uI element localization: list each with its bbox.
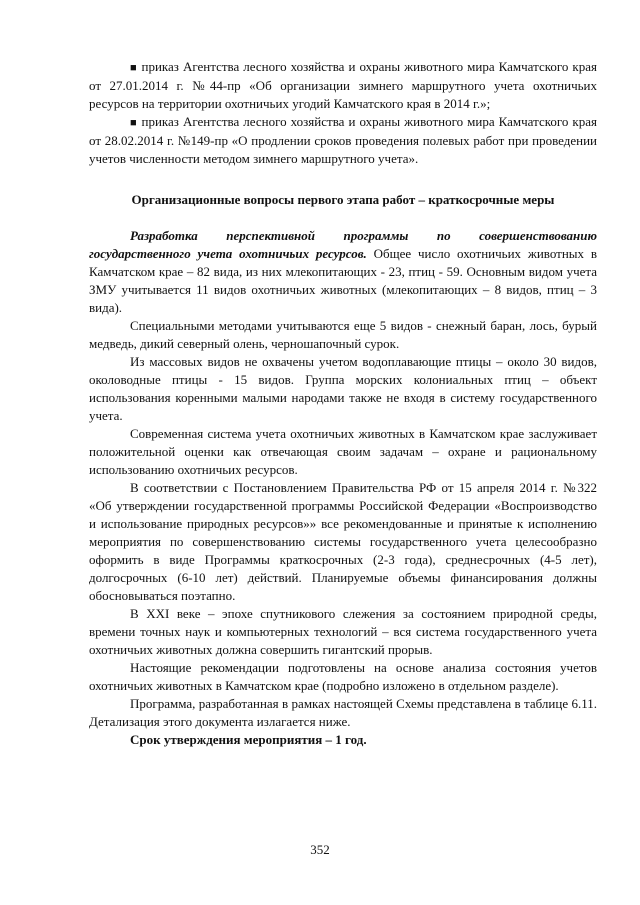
paragraph-3: Современная система учета охотничьих животных в Камчатском крае заслуживает положительной оценки как отвечающая своим задачам – охране и рациональному использованию охотничьих ресурсов. bbox=[89, 426, 597, 477]
bullet-text-1: приказ Агентства лесного хозяйства и охраны животного мира Камчатского края от 27.01.2014 г. №44-пр «Об организации зимнего маршрутного учета охотничьих ресурсов на территории охотничьих угодий Камчатского края в 2014 г.»; bbox=[89, 59, 597, 111]
document-page bbox=[89, 58, 597, 749]
paragraph-1: Специальными методами учитываются еще 5 видов - снежный баран, лось, бурый медведь, дикий северный олень, черношапочный сурок. bbox=[89, 318, 597, 351]
square-bullet-icon: ■ bbox=[130, 117, 138, 129]
lead-paragraph-title: Разработка перспективной программы по совершенствованию государственного учета охотничьих ресурсов. bbox=[89, 228, 597, 261]
section-heading: Организационные вопросы первого этапа работ – краткосрочные меры bbox=[131, 192, 555, 207]
square-bullet-icon: ■ bbox=[130, 62, 138, 74]
lead-paragraph bbox=[89, 227, 597, 317]
bullet-text-2: приказ Агентства лесного хозяйства и охраны животного мира Камчатского края от 28.02.2014 г. №149-пр «О продлении сроков проведения полевых работ при проведении учетов численности методом зимнего маршрутного учета». bbox=[89, 114, 597, 166]
paragraph-4: В соответствии с Постановлением Правительства РФ от 15 апреля 2014 г. №322 «Об утверждении государственной программы Российской Федерации «Воспроизводство и использование природных ресурсов»» все рекомендованные и принятые к исполнению мероприятия по совершенствованию системы государственного учета целесообразно оформить в виде Программы краткосрочных (2-3 года), среднесрочных (4-5 лет), долгосрочных (6-10 лет) действий. Планируемые объемы финансирования должны обосновываться поэтапно. bbox=[89, 480, 597, 603]
lead-paragraph-text: Общее число охотничьих животных в Камчатском крае – 82 вида, из них млекопитающих - 23, птиц - 59. Основным видом учета ЗМУ учитывается 11 видов охотничьих животных (млекопитающих – 8 видов, птиц – 3 вида). bbox=[89, 246, 597, 315]
paragraph-2: Из массовых видов не охвачены учетом водоплавающие птицы – около 30 видов, околоводные птицы - 15 видов. Группа морских колониальных птиц – объект использования коренными малыми народами также не входя в систему государственного учета. bbox=[89, 354, 597, 423]
term-statement: Срок утверждения мероприятия – 1 год. bbox=[130, 732, 367, 747]
bullet-item-2 bbox=[89, 113, 597, 168]
paragraph-7: Программа, разработанная в рамках настоящей Схемы представлена в таблице 6.11. Детализация этого документа излагается ниже. bbox=[89, 696, 597, 729]
paragraph-6: Настоящие рекомендации подготовлены на основе анализа состояния учетов охотничьих животных в Камчатском крае (подробно изложено в отдельном разделе). bbox=[89, 660, 597, 693]
paragraph-5: В XXI веке – эпохе спутникового слежения за состоянием природной среды, времени точных наук и компьютерных технологий – вся система государственного учета охотничьих животных должна совершить гигантский прорыв. bbox=[89, 606, 597, 657]
page-number: 352 bbox=[310, 842, 330, 857]
bullet-item-1 bbox=[89, 58, 597, 113]
